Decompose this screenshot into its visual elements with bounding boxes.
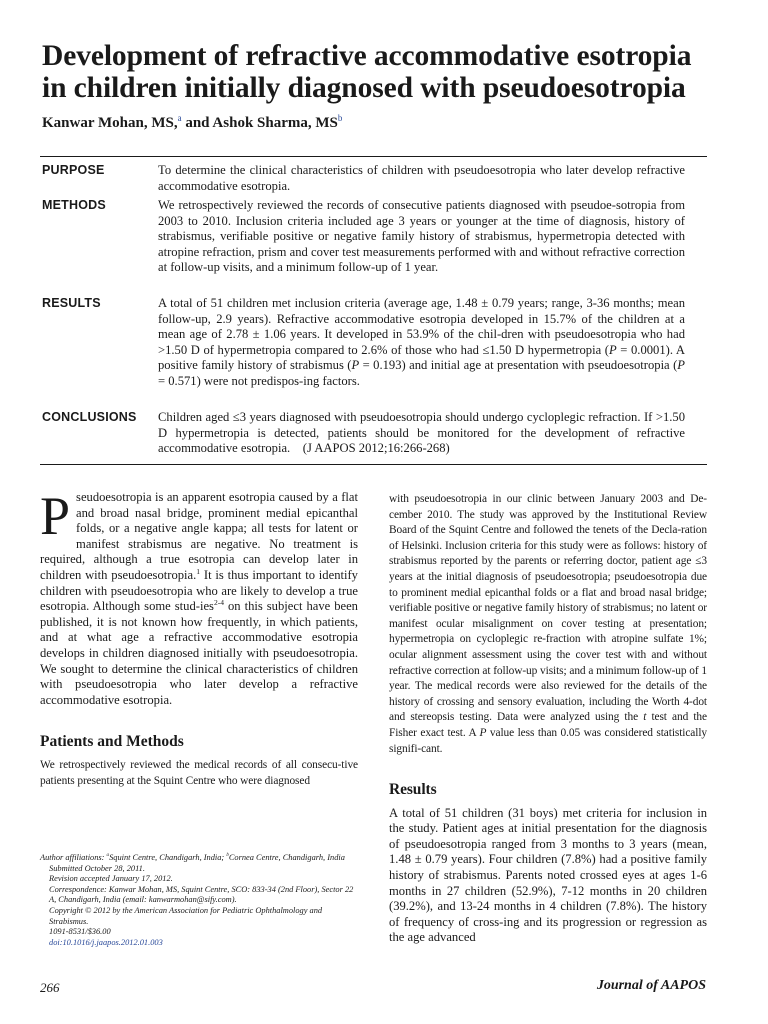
reference-1-link[interactable]: 1 xyxy=(196,566,201,576)
abstract-top-rule xyxy=(40,156,707,157)
right-column xyxy=(389,492,707,946)
doi-link[interactable]: doi:10.1016/j.jaapos.2012.01.003 xyxy=(49,937,163,947)
results-text-part-3: = 0.193) and initial age at presentation with pseudoesotropia ( xyxy=(359,358,678,373)
p-symbol: P xyxy=(677,358,685,373)
submitted-date: Submitted October 28, 2011. xyxy=(49,863,145,873)
page-number: 266 xyxy=(40,980,60,995)
conclusions-body: Children aged ≤3 years diagnosed with pseudoesotropia should undergo cycloplegic refraction. If >1.50 D hypermetropia is detected, patients should be monitored for the development of refractive accommodative esotropia. xyxy=(158,410,685,456)
revision-date: Revision accepted January 17, 2012. xyxy=(49,874,173,884)
abstract-bottom-rule xyxy=(40,464,707,465)
affiliation-line xyxy=(40,853,362,864)
article-title xyxy=(42,40,732,104)
abstract-conclusions-text xyxy=(158,410,685,457)
results-paragraph: A total of 51 children (31 boys) met criteria for inclusion in the study. Patient ages at initial presentation for the diagnosis of pseudoesotropia ranged from 3 months to 3 years (mean, 1.48 ± 0.79 years). Four children (7.8%) had a positive family history of strabismus. Parents noted crossed eyes at ages 1-6 months in 27 children (52.9%), 7-12 months in 20 children (39.2%), and 13-24 months in 4 children (7.8%). The history of frequency of cross-ing and its progression or regression as the age advanced xyxy=(389,805,707,945)
abstract-methods-label: METHODS xyxy=(42,198,106,212)
results-text-part-4: = 0.571) were not predispos-ing factors. xyxy=(158,373,360,388)
abstract-results-text xyxy=(158,296,685,390)
methods-continued-paragraph xyxy=(389,492,707,757)
reference-2-4-link[interactable]: 2-4 xyxy=(213,597,224,607)
intro-text-2: It is thus important to identify children with pseudoesotropia who are likely to develop a true esotropia. Although some stud-ies xyxy=(40,567,358,614)
intro-paragraph xyxy=(40,486,358,708)
methods-text-1: with pseudoesotropia in our clinic between January 2003 and De-cember 2010. The study was approved by the Institutional Review Board of the Squint Centre and followed the tenets of the Decla-ration of Helsinki. Inclusion criteria for this study were as follows: history of strabismus reported by the parents or referring doctor, patient age ≤3 years at the initial diagnosis of pseudoesotropia; pseudoesotropia due to prominent medial epicanthal folds or a flat and broad nasal bridge; verifiable positive or negative family history of strabismus; no latent or manifest ocular misalignment on cover testing at presentation; hypermetropia on cycloplegic re-fraction with atropine sulfate 1%; ocular alignment assessment using the cover test with and without refractive correction at follow-up visits; and a minimum follow-up of 1 year. The medical records were also reviewed for the details of the history of crossing and sensory evaluation, including the Worth 4-dot and stereopsis testing. Data were analyzed using the xyxy=(389,493,707,724)
author-list xyxy=(42,115,342,132)
affil-b: Cornea Centre, Chandigarh, India xyxy=(228,853,345,862)
patients-methods-text: We retrospectively reviewed the medical records of all consecu-tive patients presenting at the Squint Centre who were diagnosed xyxy=(40,758,358,787)
author-1-affil-marker[interactable]: a xyxy=(177,113,182,123)
copyright: Copyright © 2012 by the American Association for Pediatric Ophthalmology and Strabismus. xyxy=(49,905,323,926)
p-symbol: P xyxy=(479,726,487,739)
correspondence: Correspondence: Kanwar Mohan, MS, Squint Centre, SCO: 833-34 (2nd Floor), Sector 22 A, Chandigarh, India (email: kanwarmohan@sify.com). xyxy=(49,884,354,905)
t-symbol: t xyxy=(643,711,647,724)
methods-text-3: value less than 0.05 was considered statistically signifi-cant. xyxy=(389,726,707,755)
title-line-1: Development of refractive accommodative esotropia xyxy=(42,40,692,72)
abstract-conclusions-label: CONCLUSIONS xyxy=(42,410,137,424)
intro-text-3: on this subject have been published, it is not known how frequently, in which patients, and at what age a refractive accommodative esotropia develops in children diagnosed initially with pseudoesotropia. We sought to determine the clinical characteristics of children with pseudoesotropia who later develop a refractive accommodative esotropia. xyxy=(40,599,358,707)
abstract-purpose-label: PURPOSE xyxy=(42,163,105,177)
left-column xyxy=(40,486,358,789)
drop-cap: P xyxy=(40,486,71,546)
results-heading: Results xyxy=(389,781,437,799)
affil-a: Squint Centre, Chandigarh, India; xyxy=(109,853,227,862)
intro-text-1: seudoesotropia is an apparent esotropia caused by a flat and broad nasal bridge, prominent medial epicanthal folds, or a negative angle kappa; all tests for latent or manifest strabismus are negative. No treatment is required, although a true esotropia can develop later in children with pseudoesotropia. xyxy=(40,490,358,582)
affil-marker-a: a xyxy=(106,853,110,859)
patients-methods-heading: Patients and Methods xyxy=(40,733,184,751)
issn-price: 1091-8531/$36.00 xyxy=(49,927,111,937)
affil-marker-b: b xyxy=(226,853,229,859)
methods-text-2: test and the Fisher exact test. A xyxy=(389,711,707,739)
results-text-part-2: = 0.0001). A positive family history of strabismus ( xyxy=(158,342,685,373)
author-2-affil-marker[interactable]: b xyxy=(337,113,343,123)
title-line-2: in children initially diagnosed with pseudoesotropia xyxy=(42,72,686,104)
abstract-methods-text: We retrospectively reviewed the records of consecutive patients diagnosed with pseudoe-sotropia from 2003 to 2010. Inclusion criteria included age 3 years or younger at the time of diagnosis, history of strabismus, verifiable positive or negative family history of strabismus, hypermetropia detected with atropine refraction, prism and cover test measurements performed with and without refractive correction at follow-up visits, and a minimum follow-up of 1 year. xyxy=(158,198,685,275)
author-2: and Ashok Sharma, MS xyxy=(181,115,338,131)
p-symbol: P xyxy=(351,358,360,373)
abstract-purpose-text: To determine the clinical characteristics of children with pseudoesotropia who later develop refractive accommodative esotropia. xyxy=(158,163,685,193)
author-1: Kanwar Mohan, MS, xyxy=(42,115,178,131)
affil-label: Author affiliations: xyxy=(40,853,107,862)
journal-name: Journal of AAPOS xyxy=(596,978,706,993)
abstract-results-label: RESULTS xyxy=(42,296,101,310)
author-affiliations xyxy=(40,853,362,948)
results-text-part-1: A total of 51 children met inclusion criteria (average age, 1.48 ± 0.79 years; range, 3-36 months; mean follow-up, 2.9 years). Refractive accommodative esotropia developed in 15.7% of the children at a mean age of 2.78 ± 1.06 years. It developed in 53.9% of the chil-dren with pseudoesotropia who had >1.50 D of hypermetropia compared to 2.6% of those who had ≤1.50 D hypermetropia ( xyxy=(158,296,685,357)
p-symbol: P xyxy=(608,342,617,357)
journal-citation: (J AAPOS 2012;16:266-268) xyxy=(302,441,450,456)
